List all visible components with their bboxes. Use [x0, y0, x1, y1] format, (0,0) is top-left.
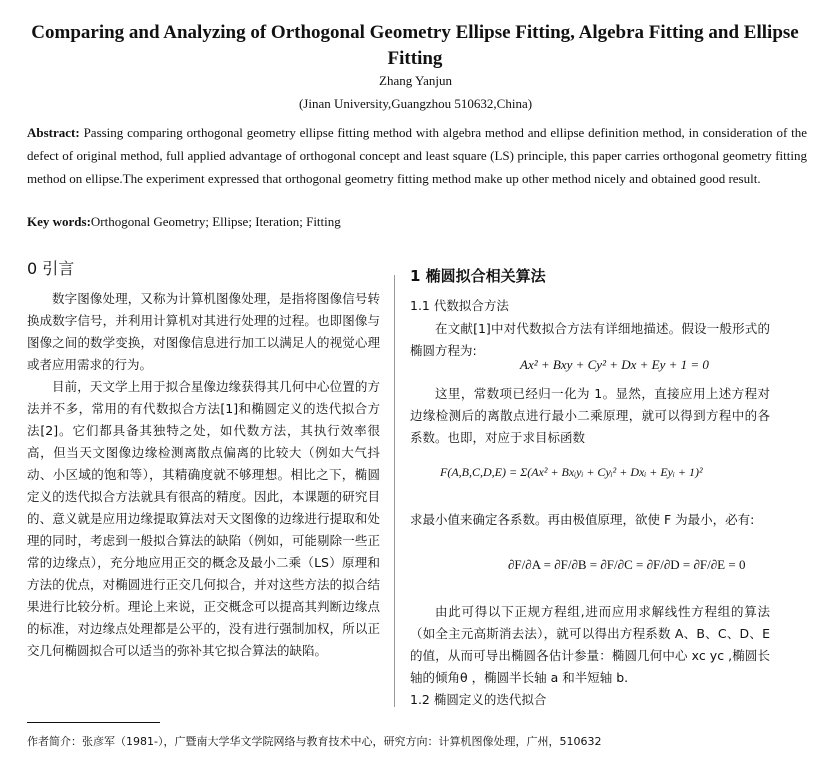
subsection-1-1-heading: 1.1 代数拟合方法 [410, 298, 509, 313]
author-name: Zhang Yanjun [379, 73, 452, 88]
column-divider [394, 275, 395, 707]
right-paragraph-4: 由此可得以下正规方程组,进而应用求解线性方程组的算法（如全主元高斯消去法），就可以得出方程系数 A、B、C、D、E 的值，从而可导出椭圆各估计参量：椭圆几何中心 xc yc ,椭圆长轴的倾角θ ，椭圆半长轴 a 和半短轴 b. [410, 604, 770, 685]
section-1-heading: 1 椭圆拟合相关算法 [410, 267, 546, 285]
right-paragraph-3: 求最小值来确定各系数。再由极值原理，欲使 F 为最小，必有: [410, 512, 755, 527]
right-paragraph-2: 这里，常数项已经归一化为 1。显然，直接应用上述方程对边缘检测后的离散点进行最小二乘原理，就可以得到方程中的各系数。也即，对应于求目标函数 [410, 386, 770, 445]
right-paragraph-1: 在文献[1]中对代数拟合方法有详细地描述。假设一般形式的椭圆方程为: [410, 321, 770, 358]
footnote: 作者简介：张彦军（1981-），广暨南大学华文学院网络与教育技术中心，研究方向：计算机图像处理，广州，510632 [27, 735, 602, 748]
keywords-label: Key words: [27, 214, 91, 229]
equation-ellipse: Ax² + Bxy + Cy² + Dx + Ey + 1 = 0 [520, 357, 709, 372]
left-paragraph-2: 目前，天文学上用于拟合星像边缘获得其几何中心位置的方法并不多，常用的有代数拟合方法[1]和椭圆定义的迭代拟合方法[2]。它们都具备其独特之处，如代数方法，其执行效率很高，但当天文图像边缘检测离散点偏离的比较大（例如大气抖动、小区域的饱和等），其精确度就不够理想。相比之下，椭圆定义的迭代拟合方法就具有很高的精度。因此，本课题的研究目的、意义就是应用边缘提取算法对天文图像的边缘进行提取和处理的同时，考虑到一般拟合算法的缺陷（例如，可能剔除一些正常的边缘点），充分地应用正交的概念及最小二乘（LS）原理和方法的优点，对椭圆进行正交几何拟合，并对这些方法的拟合结果进行比较分析。理论上来说，正交概念可以提高其判断边缘点的标准，对边缘点处理都是公平的，没有进行强制加权，所以正交几何椭圆拟合可以适当的弥补其它拟合算法的缺陷。 [27, 379, 380, 658]
abstract [27, 121, 807, 190]
abstract-text: Passing comparing orthogonal geometry ellipse fitting method with algebra method and ellipse definition method, in consideration of the defect of original method, full applied advantage of orthogonal concept and least square (LS) principle, this paper carries orthogonal geometry fitting method on ellipse.The experiment expressed that orthogonal geometry fitting method make up other method nicely and obtained good result. [27, 125, 807, 186]
section-0-heading: 0 引言 [27, 259, 75, 278]
equation-objective: F(A,B,C,D,E) = Σ(Ax² + Bxᵢyᵢ + Cyᵢ² + Dxᵢ + Eyᵢ + 1)² [440, 465, 703, 479]
paper-title: Comparing and Analyzing of Orthogonal Geometry Ellipse Fitting, Algebra Fitting and Ellipse Fitting [31, 22, 799, 69]
abstract-label: Abstract: [27, 125, 80, 140]
keywords [27, 214, 341, 230]
author-affiliation: (Jinan University,Guangzhou 510632,China) [298, 96, 533, 111]
left-paragraph-1: 数字图像处理，又称为计算机图像处理，是指将图像信号转换成数字信号，并利用计算机对其进行处理的过程。也即图像与图像之间的数学变换，对图像信息进行加工以满足人的视觉心理或者应用需求的行为。 [27, 291, 380, 372]
equation-partials: ∂F/∂A = ∂F/∂B = ∂F/∂C = ∂F/∂D = ∂F/∂E = 0 [508, 557, 746, 572]
keywords-text: Orthogonal Geometry; Ellipse; Iteration; Fitting [90, 214, 341, 229]
subsection-1-2-heading: 1.2 椭圆定义的迭代拟合 [410, 692, 547, 707]
footnote-rule [27, 722, 160, 723]
